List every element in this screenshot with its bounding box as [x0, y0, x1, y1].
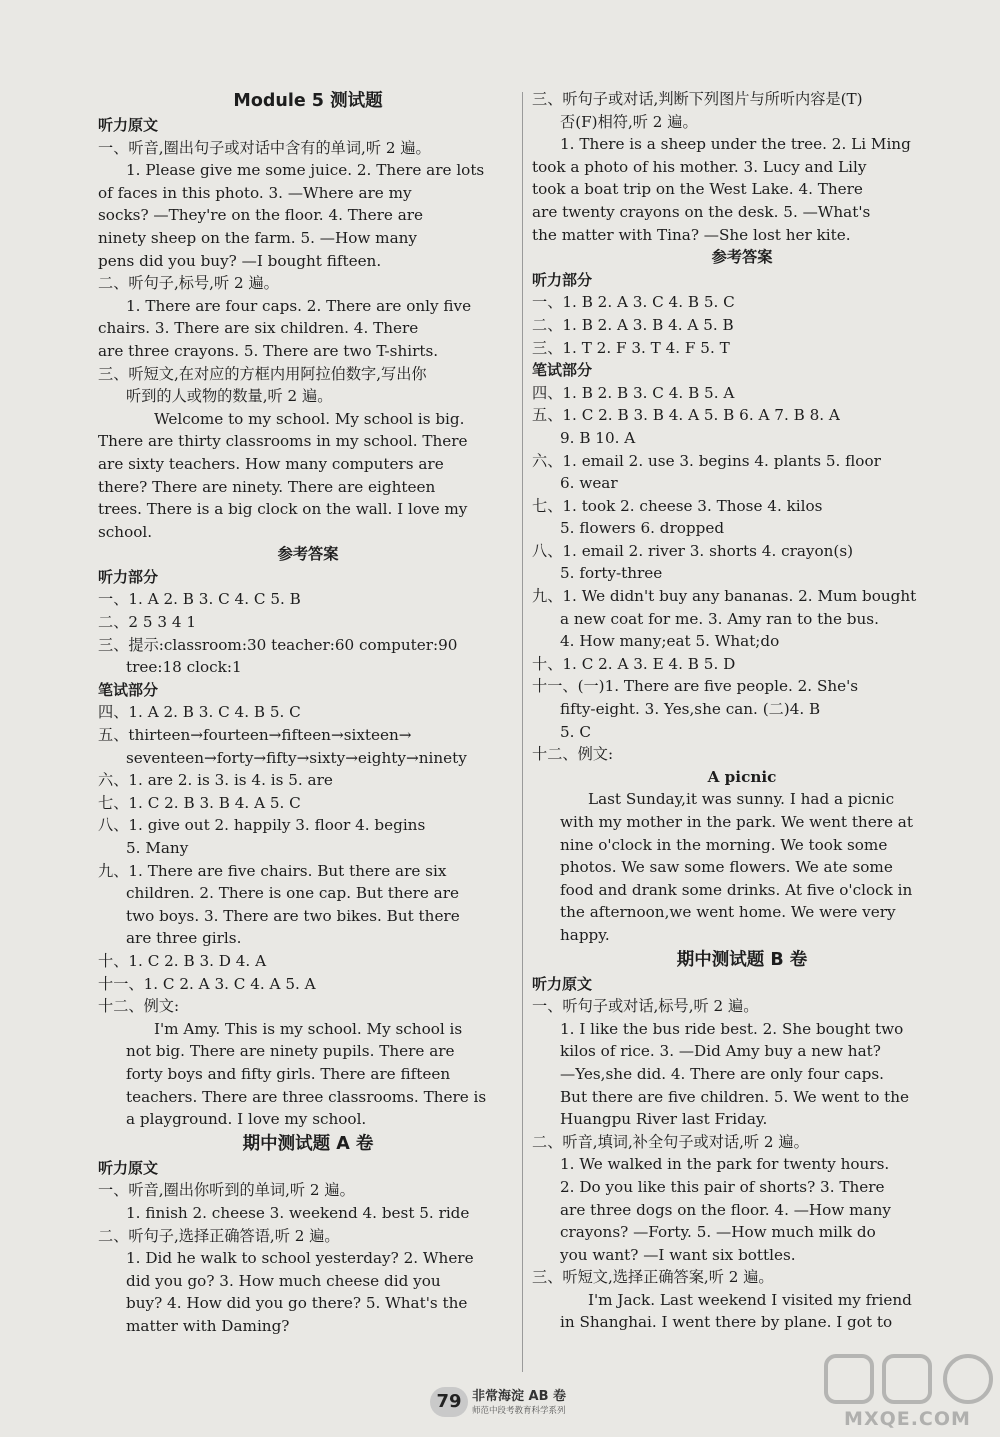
answer-line: two boys. 3. There are two bikes. But there — [126, 906, 460, 925]
section-heading: 三、听短文,在对应的方框内用阿拉伯数字,写出你 — [98, 364, 427, 383]
answer-line: 八、1. give out 2. happily 3. floor 4. begins — [98, 816, 426, 835]
answer-line: 八、1. email 2. river 3. shorts 4. crayon(s) — [532, 541, 854, 560]
text-line: are twenty crayons on the desk. 5. —What's — [532, 202, 871, 221]
text-line: —Yes,she did. 4. There are only four caps. — [560, 1064, 885, 1083]
text-line: are sixty teachers. How many computers are — [98, 454, 444, 473]
section-heading: 一、听句子或对话,标号,听 2 遍。 — [532, 997, 759, 1016]
text-line: 1. finish 2. cheese 3. weekend 4. best 5. ride — [126, 1203, 470, 1222]
text-line: chairs. 3. There are six children. 4. There — [98, 319, 419, 338]
answer-line: 十一、1. C 2. A 3. C 4. A 5. A — [98, 974, 316, 993]
answer-line: 6. wear — [560, 474, 618, 493]
answer-line: are three girls. — [126, 929, 242, 948]
answer-line: 十一、(一)1. There are five people. 2. She's — [532, 677, 859, 696]
answer-line: 一、1. A 2. B 3. C 4. C 5. B — [98, 590, 301, 609]
essay-line: the afternoon,we went home. We were very — [560, 903, 896, 922]
answer-line: 六、1. email 2. use 3. begins 4. plants 5. floor — [532, 451, 881, 470]
left-column — [98, 88, 518, 1337]
column-divider — [522, 92, 523, 1372]
text-line: 1. Please give me some juice. 2. There are lots — [126, 161, 485, 180]
text-line: there? There are ninety. There are eighteen — [98, 477, 436, 496]
text-line: 2. Do you like this pair of shorts? 3. There — [560, 1177, 885, 1196]
section-heading: 一、听音,圈出句子或对话中含有的单词,听 2 遍。 — [98, 138, 431, 157]
listening-script-heading: 听力原文 — [98, 116, 159, 134]
answer-line: 9. B 10. A — [560, 428, 636, 447]
answer-line: 四、1. A 2. B 3. C 4. B 5. C — [98, 703, 301, 722]
series-subtitle: 师范中段考教育科学系列 — [472, 1406, 566, 1416]
answer-line: 二、2 5 3 4 1 — [98, 613, 196, 632]
text-line: buy? 4. How did you go there? 5. What's the — [126, 1294, 468, 1313]
watermark — [820, 1350, 995, 1432]
answer-line: 六、1. are 2. is 3. is 4. is 5. are — [98, 771, 333, 790]
text-line: But there are five children. 5. We went to the — [560, 1087, 910, 1106]
answer-line: 十、1. C 2. A 3. E 4. B 5. D — [532, 654, 736, 673]
listening-part-heading: 听力部分 — [532, 270, 593, 289]
essay-line: a playground. I love my school. — [126, 1110, 367, 1129]
text-line: kilos of rice. 3. —Did Amy buy a new hat? — [560, 1042, 881, 1061]
essay-line: photos. We saw some flowers. We ate some — [560, 858, 893, 877]
answer-line: 七、1. C 2. B 3. B 4. A 5. C — [98, 793, 301, 812]
answer-line: 五、1. C 2. B 3. B 4. A 5. B 6. A 7. B 8. A — [532, 406, 840, 425]
text-line: 1. We walked in the park for twenty hours. — [560, 1155, 890, 1174]
page-number: 79 — [430, 1387, 468, 1417]
answer-line: tree:18 clock:1 — [126, 658, 242, 677]
text-line: school. — [98, 522, 153, 541]
answer-line: 4. How many;eat 5. What;do — [560, 632, 780, 651]
answer-line: 一、1. B 2. A 3. C 4. B 5. C — [532, 293, 735, 312]
text-line: 1. There is a sheep under the tree. 2. Li Ming — [560, 135, 911, 154]
listening-part-heading: 听力部分 — [98, 567, 159, 586]
answer-line: 九、1. We didn't buy any bananas. 2. Mum bought — [532, 587, 917, 606]
answer-line: 九、1. There are five chairs. But there are six — [98, 861, 447, 880]
watermark-site: MXQE.COM — [844, 1408, 971, 1430]
answer-line: seventeen→forty→fifty→sixty→eighty→ninety — [126, 748, 467, 767]
answer-line: a new coat for me. 3. Amy ran to the bus. — [560, 609, 879, 628]
answer-line: fifty-eight. 3. Yes,she can. (二)4. B — [560, 700, 821, 719]
section-heading: 二、听句子,标号,听 2 遍。 — [98, 274, 279, 293]
text-line: Huangpu River last Friday. — [560, 1110, 768, 1129]
answer-line: children. 2. There is one cap. But there are — [126, 884, 459, 903]
module5-title: Module 5 测试题 — [233, 91, 383, 111]
section-heading: 三、听句子或对话,判断下列图片与所听内容是(T) — [532, 90, 863, 108]
essay-line: food and drank some drinks. At five o'clock in — [560, 880, 913, 899]
text-line: you want? —I want six bottles. — [560, 1245, 796, 1264]
text-line: in Shanghai. I went there by plane. I got to — [560, 1313, 893, 1332]
essay-title: A picnic — [707, 767, 777, 786]
text-line: the matter with Tina? —She lost her kite. — [532, 225, 851, 244]
essay-line: teachers. There are three classrooms. There is — [126, 1087, 487, 1106]
essay-line: Last Sunday,it was sunny. I had a picnic — [588, 790, 895, 809]
essay-line: with my mother in the park. We went there at — [560, 813, 913, 831]
text-line: matter with Daming? — [126, 1316, 290, 1335]
answer-line: 四、1. B 2. B 3. C 4. B 5. A — [532, 383, 735, 402]
text-line: of faces in this photo. 3. —Where are my — [98, 183, 412, 202]
text-line: did you go? 3. How much cheese did you — [126, 1271, 441, 1290]
answer-line: 五、thirteen→fourteen→fifteen→sixteen→ — [98, 726, 412, 745]
section-heading: 三、听短文,选择正确答案,听 2 遍。 — [532, 1268, 774, 1287]
answer-line: 5. Many — [126, 839, 189, 857]
written-part-heading: 笔试部分 — [532, 361, 593, 380]
text-line: trees. There is a big clock on the wall. I love my — [98, 500, 468, 519]
listening-script-heading: 听力原文 — [532, 974, 593, 993]
answer-line: 5. flowers 6. dropped — [560, 519, 725, 538]
answer-line: 5. forty-three — [560, 564, 663, 583]
text-line: crayons? —Forty. 5. —How much milk do — [560, 1223, 876, 1242]
answer-line: 二、1. B 2. A 3. B 4. A 5. B — [532, 315, 734, 334]
text-line: are three crayons. 5. There are two T-shirts. — [98, 341, 439, 360]
answer-line: 三、提示:classroom:30 teacher:60 computer:90 — [98, 635, 458, 654]
text-line: 否(F)相符,听 2 遍。 — [560, 112, 698, 131]
written-part-heading: 笔试部分 — [98, 680, 159, 699]
watermark-logo-icon — [820, 1350, 995, 1408]
text-line: pens did you buy? —I bought fifteen. — [98, 251, 382, 270]
text-line: are three dogs on the floor. 4. —How many — [560, 1200, 891, 1219]
text-line: took a photo of his mother. 3. Lucy and Lily — [532, 157, 867, 176]
text-line: There are thirty classrooms in my school. There — [98, 432, 468, 451]
midterm-a-title: 期中测试题 A 卷 — [242, 1133, 374, 1154]
answer-line: 5. C — [560, 722, 591, 741]
midterm-b-title: 期中测试题 B 卷 — [676, 949, 808, 970]
answer-line: 十、1. C 2. B 3. D 4. A — [98, 951, 267, 970]
essay-line: forty boys and fifty girls. There are fifteen — [126, 1064, 451, 1083]
answer-line: 十二、例文: — [532, 745, 614, 764]
answer-line: 三、1. T 2. F 3. T 4. F 5. T — [532, 338, 730, 357]
text-line: 1. There are four caps. 2. There are only five — [126, 296, 472, 315]
essay-line: I'm Amy. This is my school. My school is — [154, 1019, 463, 1038]
essay-line: nine o'clock in the morning. We took some — [560, 835, 888, 854]
section-heading: 一、听音,圈出你听到的单词,听 2 遍。 — [98, 1181, 355, 1200]
text-line: took a boat trip on the West Lake. 4. There — [532, 180, 863, 199]
text-line: ninety sheep on the farm. 5. —How many — [98, 228, 418, 247]
answer-line: 十二、例文: — [98, 997, 180, 1016]
series-brand: 非常海淀 AB 卷 — [472, 1389, 567, 1404]
essay-line: not big. There are ninety pupils. There are — [126, 1042, 455, 1061]
section-heading: 二、听音,填词,补全句子或对话,听 2 遍。 — [532, 1132, 809, 1151]
text-line: 听到的人或物的数量,听 2 遍。 — [126, 387, 333, 406]
answer-line: 七、1. took 2. cheese 3. Those 4. kilos — [532, 496, 823, 515]
text-line: Welcome to my school. My school is big. — [154, 409, 465, 428]
text-line: socks? —They're on the floor. 4. There are — [98, 206, 424, 225]
essay-line: happy. — [560, 925, 610, 944]
section-heading: 二、听句子,选择正确答语,听 2 遍。 — [98, 1226, 340, 1245]
answers-heading: 参考答案 — [277, 545, 339, 564]
answers-heading: 参考答案 — [711, 248, 773, 267]
text-line: I'm Jack. Last weekend I visited my friend — [588, 1290, 912, 1309]
text-line: 1. I like the bus ride best. 2. She bought two — [560, 1019, 904, 1038]
text-line: 1. Did he walk to school yesterday? 2. Where — [126, 1249, 474, 1268]
listening-script-heading: 听力原文 — [98, 1158, 159, 1177]
right-column — [532, 88, 952, 1334]
